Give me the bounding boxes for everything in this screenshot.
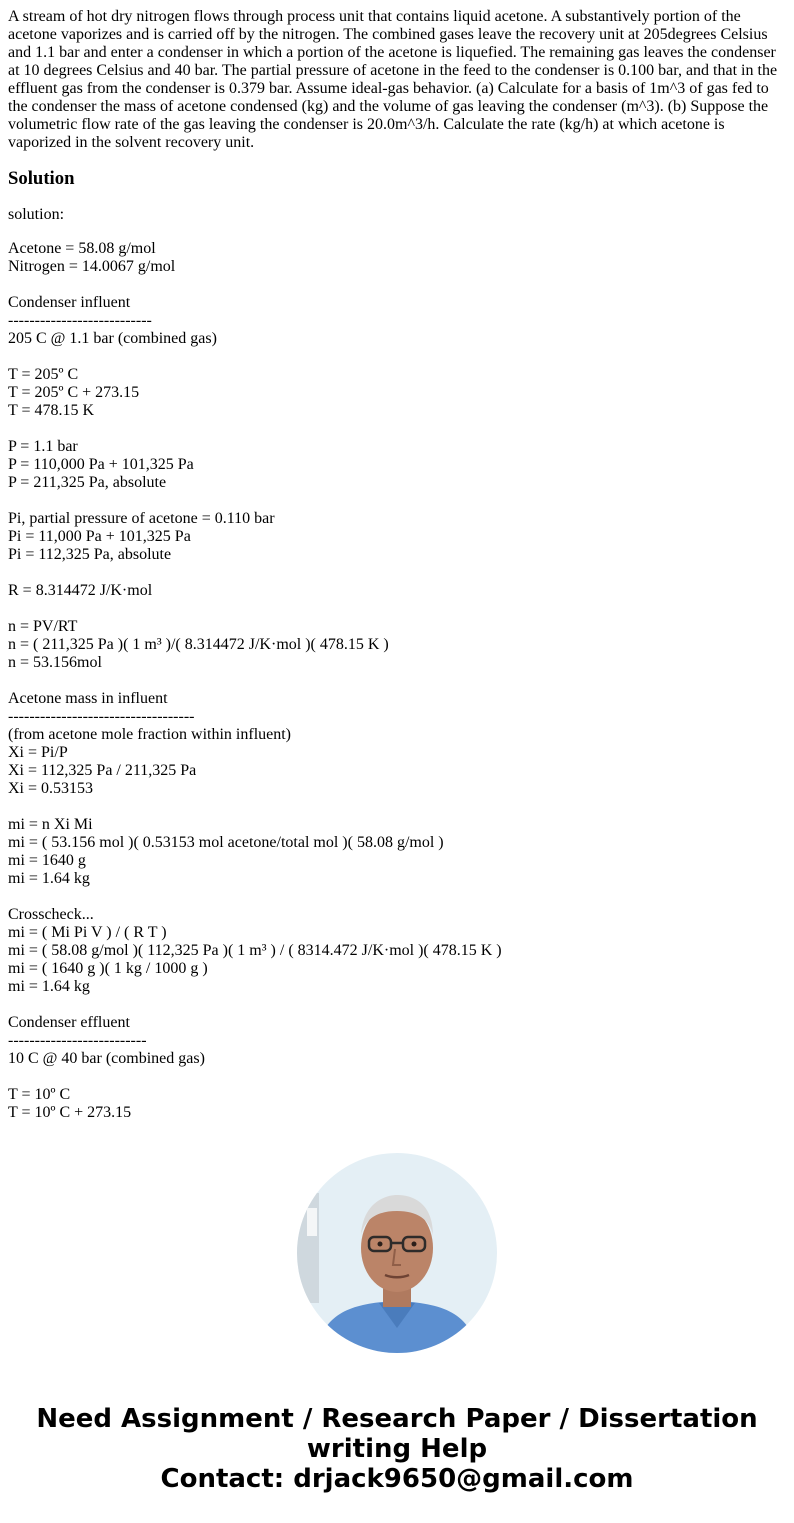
solution-line (8, 600, 786, 618)
solution-line: mi = ( 1640 g )( 1 kg / 1000 g ) (8, 960, 208, 977)
solution-line (8, 564, 786, 582)
solution-line: n = 53.156mol (8, 654, 102, 671)
solution-line: Pi = 11,000 Pa + 101,325 Pa (8, 528, 191, 545)
solution-line: (from acetone mole fraction within influent) (8, 726, 292, 743)
solution-line: mi = n Xi Mi (8, 816, 93, 833)
solution-line (8, 672, 786, 690)
solution-line: P = 110,000 Pa + 101,325 Pa (8, 456, 194, 473)
solution-line: Xi = Pi/P (8, 744, 68, 761)
solution-line: T = 478.15 K (8, 402, 95, 419)
solution-line: P = 1.1 bar (8, 438, 78, 455)
solution-line (8, 888, 786, 906)
solution-line (8, 492, 786, 510)
author-avatar (297, 1153, 497, 1353)
solution-line: --------------------------- (8, 312, 152, 329)
solution-line: R = 8.314472 J/K·mol (8, 582, 153, 599)
solution-heading: Solution (8, 168, 75, 189)
solution-line (8, 420, 786, 438)
solution-line: Pi = 112,325 Pa, absolute (8, 546, 172, 563)
solution-line: T = 10º C + 273.15 (8, 1104, 132, 1121)
solution-line: T = 10º C (8, 1086, 71, 1103)
solution-label: solution: (8, 206, 65, 223)
solution-line (8, 348, 786, 366)
solution-line (8, 996, 786, 1014)
solution-line (8, 798, 786, 816)
solution-line (8, 276, 786, 294)
solution-line: Nitrogen = 14.0067 g/mol (8, 258, 176, 275)
solution-line: mi = 1.64 kg (8, 870, 90, 887)
solution-line: T = 205º C + 273.15 (8, 384, 140, 401)
solution-line: Acetone mass in influent (8, 690, 168, 707)
author-photo-illustration (297, 1153, 497, 1353)
solution-line: T = 205º C (8, 366, 79, 383)
solution-body (8, 240, 786, 1122)
solution-line: 10 C @ 40 bar (combined gas) (8, 1050, 205, 1067)
solution-line: Acetone = 58.08 g/mol (8, 240, 156, 257)
solution-line: mi = ( 53.156 mol )( 0.53153 mol acetone/total mol )( 58.08 g/mol ) (8, 834, 444, 851)
banner-contact: Contact: drjack9650@gmail.com (160, 1464, 634, 1494)
solution-line: mi = 1640 g (8, 852, 86, 869)
solution-line: n = ( 211,325 Pa )( 1 m³ )/( 8.314472 J/K·mol )( 478.15 K ) (8, 636, 389, 653)
solution-line: -------------------------- (8, 1032, 147, 1049)
solution-line: Xi = 112,325 Pa / 211,325 Pa (8, 762, 197, 779)
solution-line: Pi, partial pressure of acetone = 0.110 bar (8, 510, 275, 527)
banner-line-2: writing Help (306, 1434, 488, 1464)
problem-statement: A stream of hot dry nitrogen flows through process unit that contains liquid acetone. A substantively portion of the acetone vaporizes and is carried off by the nitrogen. The combined gases leave the recovery unit at 205degrees Celsius and 1.1 bar and enter a condenser in which a portion of the acetone is liquefied. The remaining gas leaves the condenser at 10 degrees Celsius and 40 bar. The partial pressure of acetone in the feed to the condenser is 0.100 bar, and that in the effluent gas from the condenser is 0.379 bar. Assume ideal-gas behavior. (a) Calculate for a basis of 1m^3 of gas fed to the condenser the mass of acetone condensed (kg) and the volume of gas leaving the condenser (m^3). (b) Suppose the volumetric flow rate of the gas leaving the condenser is 20.0m^3/h. Calculate the rate (kg/h) at which acetone is vaporized in the solvent recovery unit. (8, 8, 778, 151)
solution-line: ----------------------------------- (8, 708, 195, 725)
solution-line: Condenser effluent (8, 1014, 130, 1031)
assignment-help-banner (0, 1404, 794, 1494)
solution-line: mi = ( 58.08 g/mol )( 112,325 Pa )( 1 m³ ) / ( 8314.472 J/K·mol )( 478.15 K ) (8, 942, 502, 959)
solution-line: Xi = 0.53153 (8, 780, 94, 797)
document-content (8, 8, 786, 1122)
solution-line: Crosscheck... (8, 906, 94, 923)
solution-line (8, 1068, 786, 1086)
solution-line: mi = 1.64 kg (8, 978, 90, 995)
solution-line: P = 211,325 Pa, absolute (8, 474, 167, 491)
solution-line: Condenser influent (8, 294, 131, 311)
solution-line: mi = ( Mi Pi V ) / ( R T ) (8, 924, 167, 941)
solution-line: n = PV/RT (8, 618, 78, 635)
solution-line: 205 C @ 1.1 bar (combined gas) (8, 330, 217, 347)
banner-line-1: Need Assignment / Research Paper / Dissertation (36, 1404, 758, 1434)
